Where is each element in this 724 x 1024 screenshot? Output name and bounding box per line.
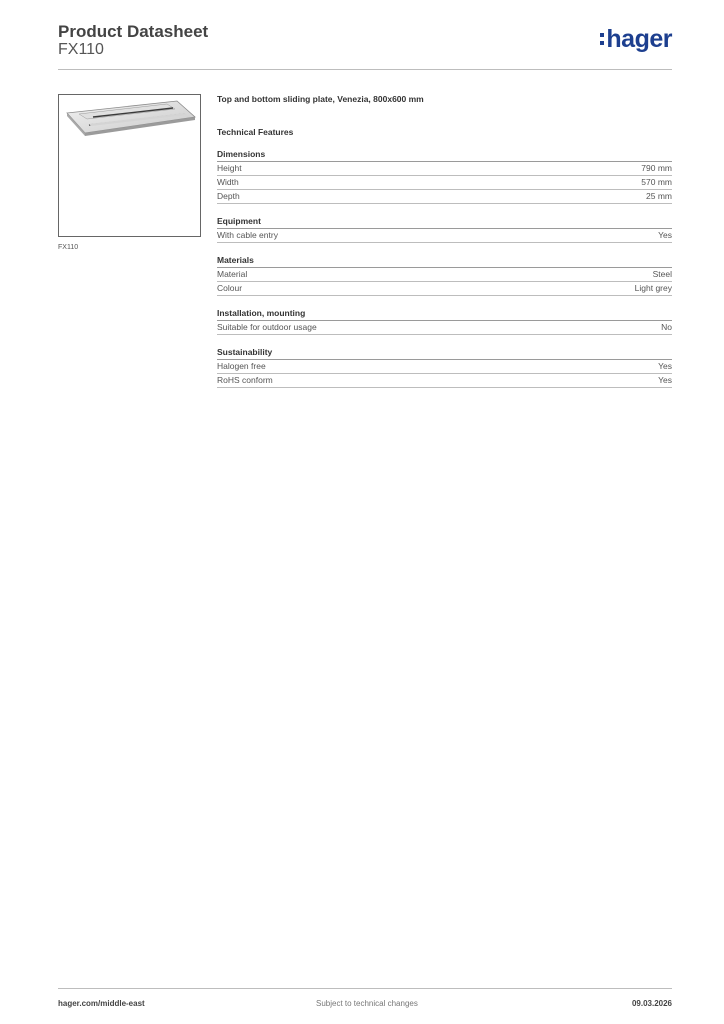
sliding-plate-product-image (59, 95, 200, 236)
image-caption: FX110 (58, 244, 79, 251)
page-header (58, 20, 672, 70)
technical-features-heading: Technical Features (217, 127, 294, 137)
row-value: Steel (652, 269, 672, 279)
logo-text: hager (606, 25, 672, 53)
row-label: Height (217, 163, 242, 173)
row-label: Material (217, 269, 248, 279)
product-image-frame (58, 94, 201, 237)
table-row (217, 268, 672, 282)
row-value: Yes (658, 230, 672, 240)
row-value: 570 mm (641, 177, 672, 187)
table-row (217, 176, 672, 190)
hager-logo (600, 26, 672, 52)
section-title: Installation, mounting (217, 308, 672, 321)
page-footer (58, 988, 672, 1013)
section-title: Sustainability (217, 347, 672, 360)
row-value: 790 mm (641, 163, 672, 173)
table-row (217, 321, 672, 335)
footer-date: 09.03.2026 (631, 999, 672, 1008)
table-row (217, 229, 672, 243)
table-row (217, 360, 672, 374)
row-label: Halogen free (217, 361, 266, 371)
row-label: Width (217, 177, 239, 187)
section-dimensions (217, 149, 672, 204)
section-title: Dimensions (217, 149, 672, 162)
row-label: Suitable for outdoor usage (217, 322, 317, 332)
row-label: RoHS conform (217, 375, 273, 385)
section-title: Equipment (217, 216, 672, 229)
table-row (217, 162, 672, 176)
section-equipment (217, 216, 672, 243)
row-value: 25 mm (646, 191, 672, 201)
section-materials (217, 255, 672, 296)
row-value: Yes (658, 361, 672, 371)
datasheet-content (217, 94, 672, 388)
section-installation-mounting (217, 308, 672, 335)
table-row (217, 190, 672, 204)
product-description: Top and bottom sliding plate, Venezia, 800x600 mm (217, 94, 424, 104)
product-code: FX110 (58, 41, 104, 58)
row-label: Depth (217, 191, 240, 201)
row-label: Colour (217, 283, 243, 293)
row-value: No (661, 322, 672, 332)
table-row (217, 374, 672, 388)
page-title: Product Datasheet (58, 22, 209, 41)
table-row (217, 282, 672, 296)
footer-website-link[interactable]: hager.com/middle-east (58, 999, 145, 1008)
footer-notice: Subject to technical changes (316, 999, 418, 1008)
row-value: Yes (658, 375, 672, 385)
logo-dots-icon (600, 33, 604, 45)
section-title: Materials (217, 255, 672, 268)
section-sustainability (217, 347, 672, 388)
row-label: With cable entry (217, 230, 278, 240)
row-value: Light grey (634, 283, 672, 293)
